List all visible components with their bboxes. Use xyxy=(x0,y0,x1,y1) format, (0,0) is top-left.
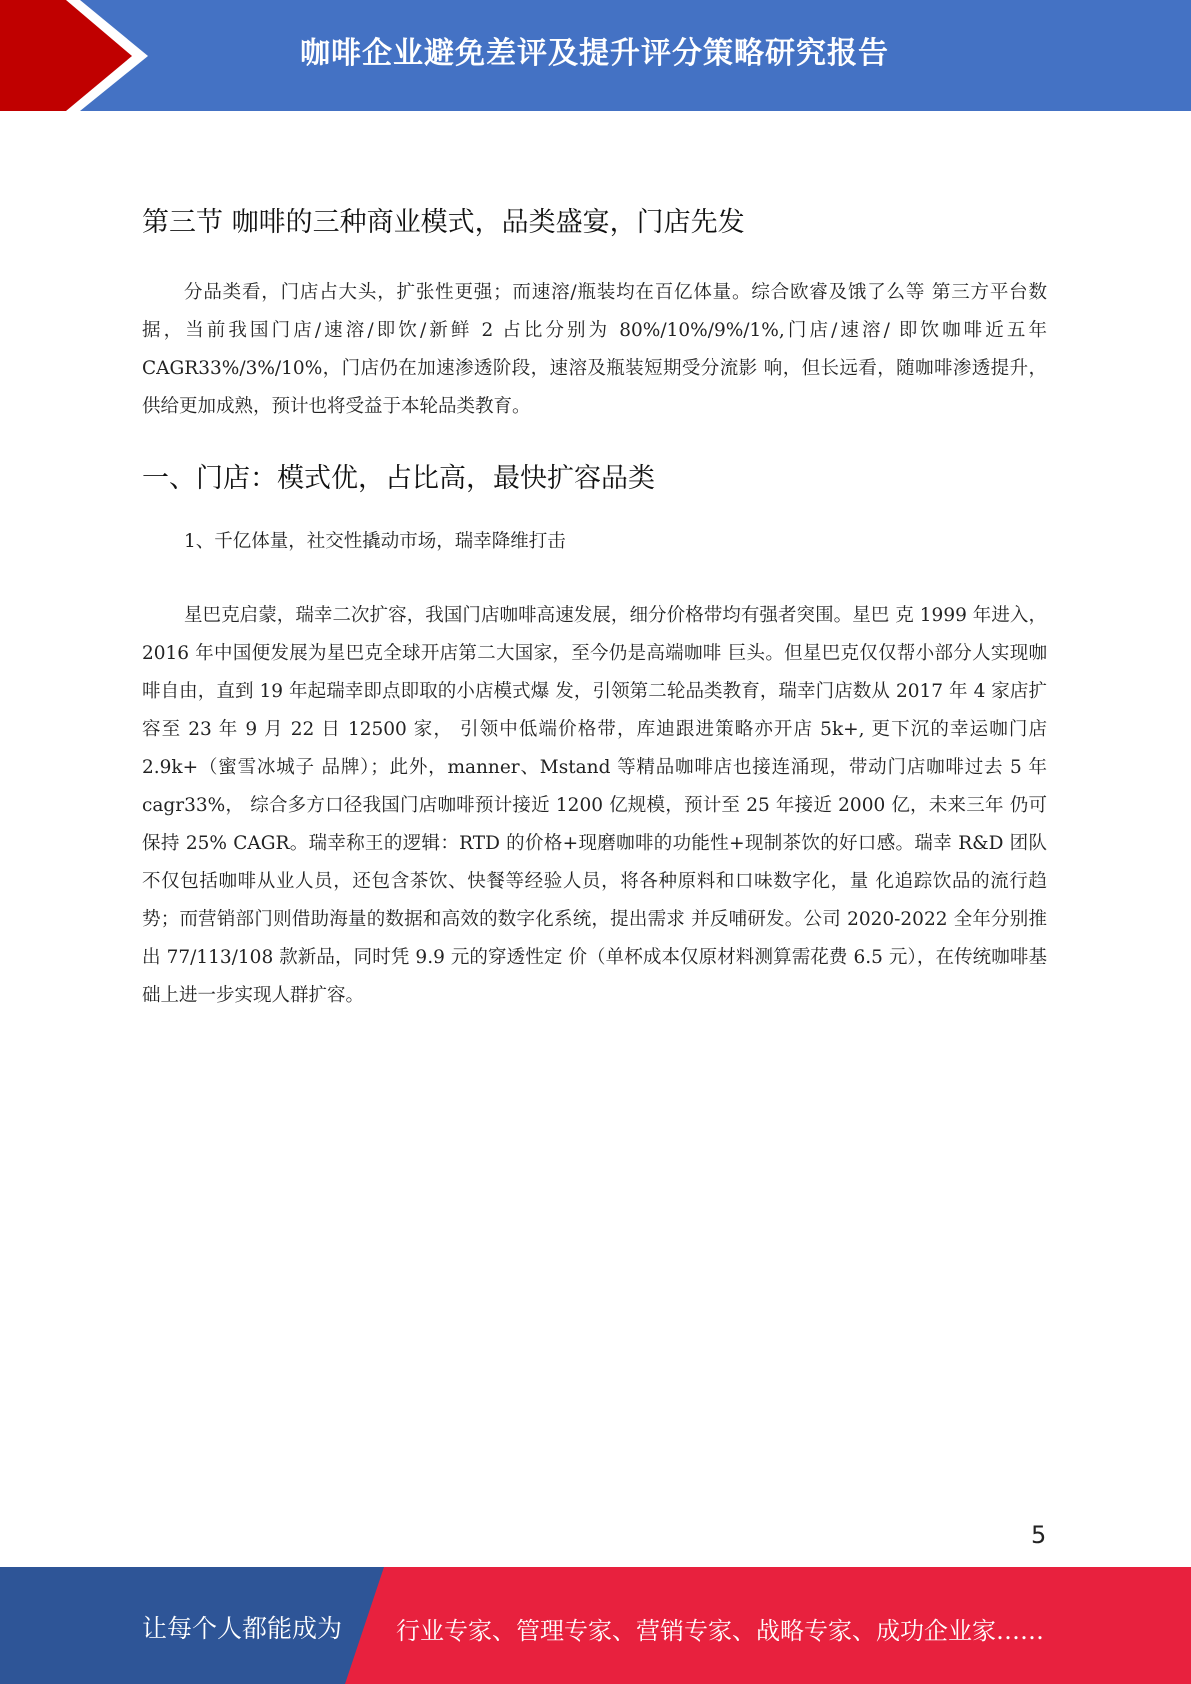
subsection-item-title: 1、千亿体量，社交性撬动市场，瑞幸降维打击 xyxy=(184,531,566,552)
page-number: 5 xyxy=(1031,1521,1047,1549)
page-footer xyxy=(0,1567,1191,1684)
page-header xyxy=(0,0,1191,111)
subsection-heading: 一、门店：模式优，占比高，最快扩容品类 xyxy=(142,463,655,494)
body-paragraph: 星巴克启蒙，瑞幸二次扩容，我国门店咖啡高速发展，细分价格带均有强者突围。星巴 克 1999 年进入，2016 年中国便发展为星巴克全球开店第二大国家，至今仍是高端咖啡 巨头。但星巴克仅仅帮小部分人实现咖啡自由，直到 19 年起瑞幸即点即取的小店模式爆 发，引领第二轮品类教育，瑞幸门店数从 2017 年 4 家店扩容至 23 年 9 月 22 日 12500 家， 引领中低端价格带，库迪跟进策略亦开店 5k+, 更下沉的幸运咖门店 2.9k+（蜜雪冰城子 品牌）；此外，manner、Mstand 等精品咖啡店也接连涌现，带动门店咖啡过去 5 年 cagr33%， 综合多方口径我国门店咖啡预计接近 1200 亿规模，预计至 25 年接近 2000 亿，未来三年 仍可保持 25% CAGR。瑞幸称王的逻辑：RTD 的价格+现磨咖啡的功能性+现制茶饮的好口感。瑞幸 R&D 团队 不仅包括咖啡从业人员，还包含茶饮、快餐等经验人员，将各种原料和口味数字化，量 化追踪饮品的流行趋势；而营销部门则借助海量的数据和高效的数字化系统，提出需求 并反哺研发。公司 2020-2022 全年分别推出 77/113/108 款新品，同时凭 9.9 元的穿透性定 价（单杯成本仅原材料测算需花费 6.5 元），在传统咖啡基础上进一步实现人群扩容。 xyxy=(142,605,1047,1006)
footer-slogan-right: 行业专家、管理专家、营销专家、战略专家、成功企业家…… xyxy=(396,1617,1044,1645)
intro-paragraph: 分品类看，门店占大头，扩张性更强；而速溶/瓶装均在百亿体量。综合欧睿及饿了么等 第三方平台数据，当前我国门店/速溶/即饮/新鲜 2 占比分别为 80%/10%/9%/1%,门店/速溶/ 即饮咖啡近五年 CAGR33%/3%/10%，门店仍在加速渗透阶段，速溶及瓶装短期受分流影 响，但长远看，随咖啡渗透提升，供给更加成熟，预计也将受益于本轮品类教育。 xyxy=(142,282,1047,417)
section-heading: 第三节 咖啡的三种商业模式，品类盛宴，门店先发 xyxy=(142,207,745,238)
header-title: 咖啡企业避免差评及提升评分策略研究报告 xyxy=(300,36,889,71)
footer-slogan-left: 让每个人都能成为 xyxy=(142,1614,343,1643)
